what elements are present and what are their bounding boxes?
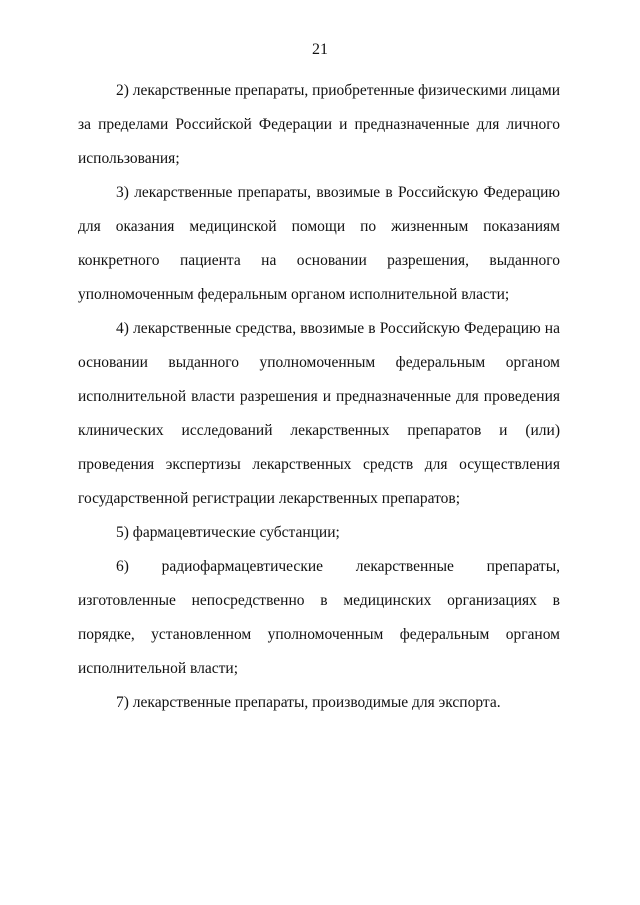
document-body — [78, 74, 560, 720]
list-item-4: 4) лекарственные средства, ввозимые в Российскую Федерацию на основании выданного уполномоченным федеральным органом исполнительной власти разрешения и предназначенные для проведения клинических исследований лекарственных препаратов и (или) проведения экспертизы лекарственных средств для осуществления государственной регистрации лекарственных препаратов; — [78, 320, 560, 507]
page-number: 21 — [312, 41, 328, 58]
list-item-7: 7) лекарственные препараты, производимые для экспорта. — [116, 694, 501, 711]
list-item-3: 3) лекарственные препараты, ввозимые в Российскую Федерацию для оказания медицинской помощи по жизненным показаниям конкретного пациента на основании разрешения, выданного уполномоченным федеральным органом исполнительной власти; — [78, 184, 560, 303]
list-item-2: 2) лекарственные препараты, приобретенные физическими лицами за пределами Российской Федерации и предназначенные для личного использования; — [78, 82, 560, 167]
list-item-6: 6) радиофармацевтические лекарственные препараты, изготовленные непосредственно в медицинских организациях в порядке, установленном уполномоченным федеральным органом исполнительной власти; — [78, 558, 560, 677]
list-item-5: 5) фармацевтические субстанции; — [116, 524, 340, 541]
